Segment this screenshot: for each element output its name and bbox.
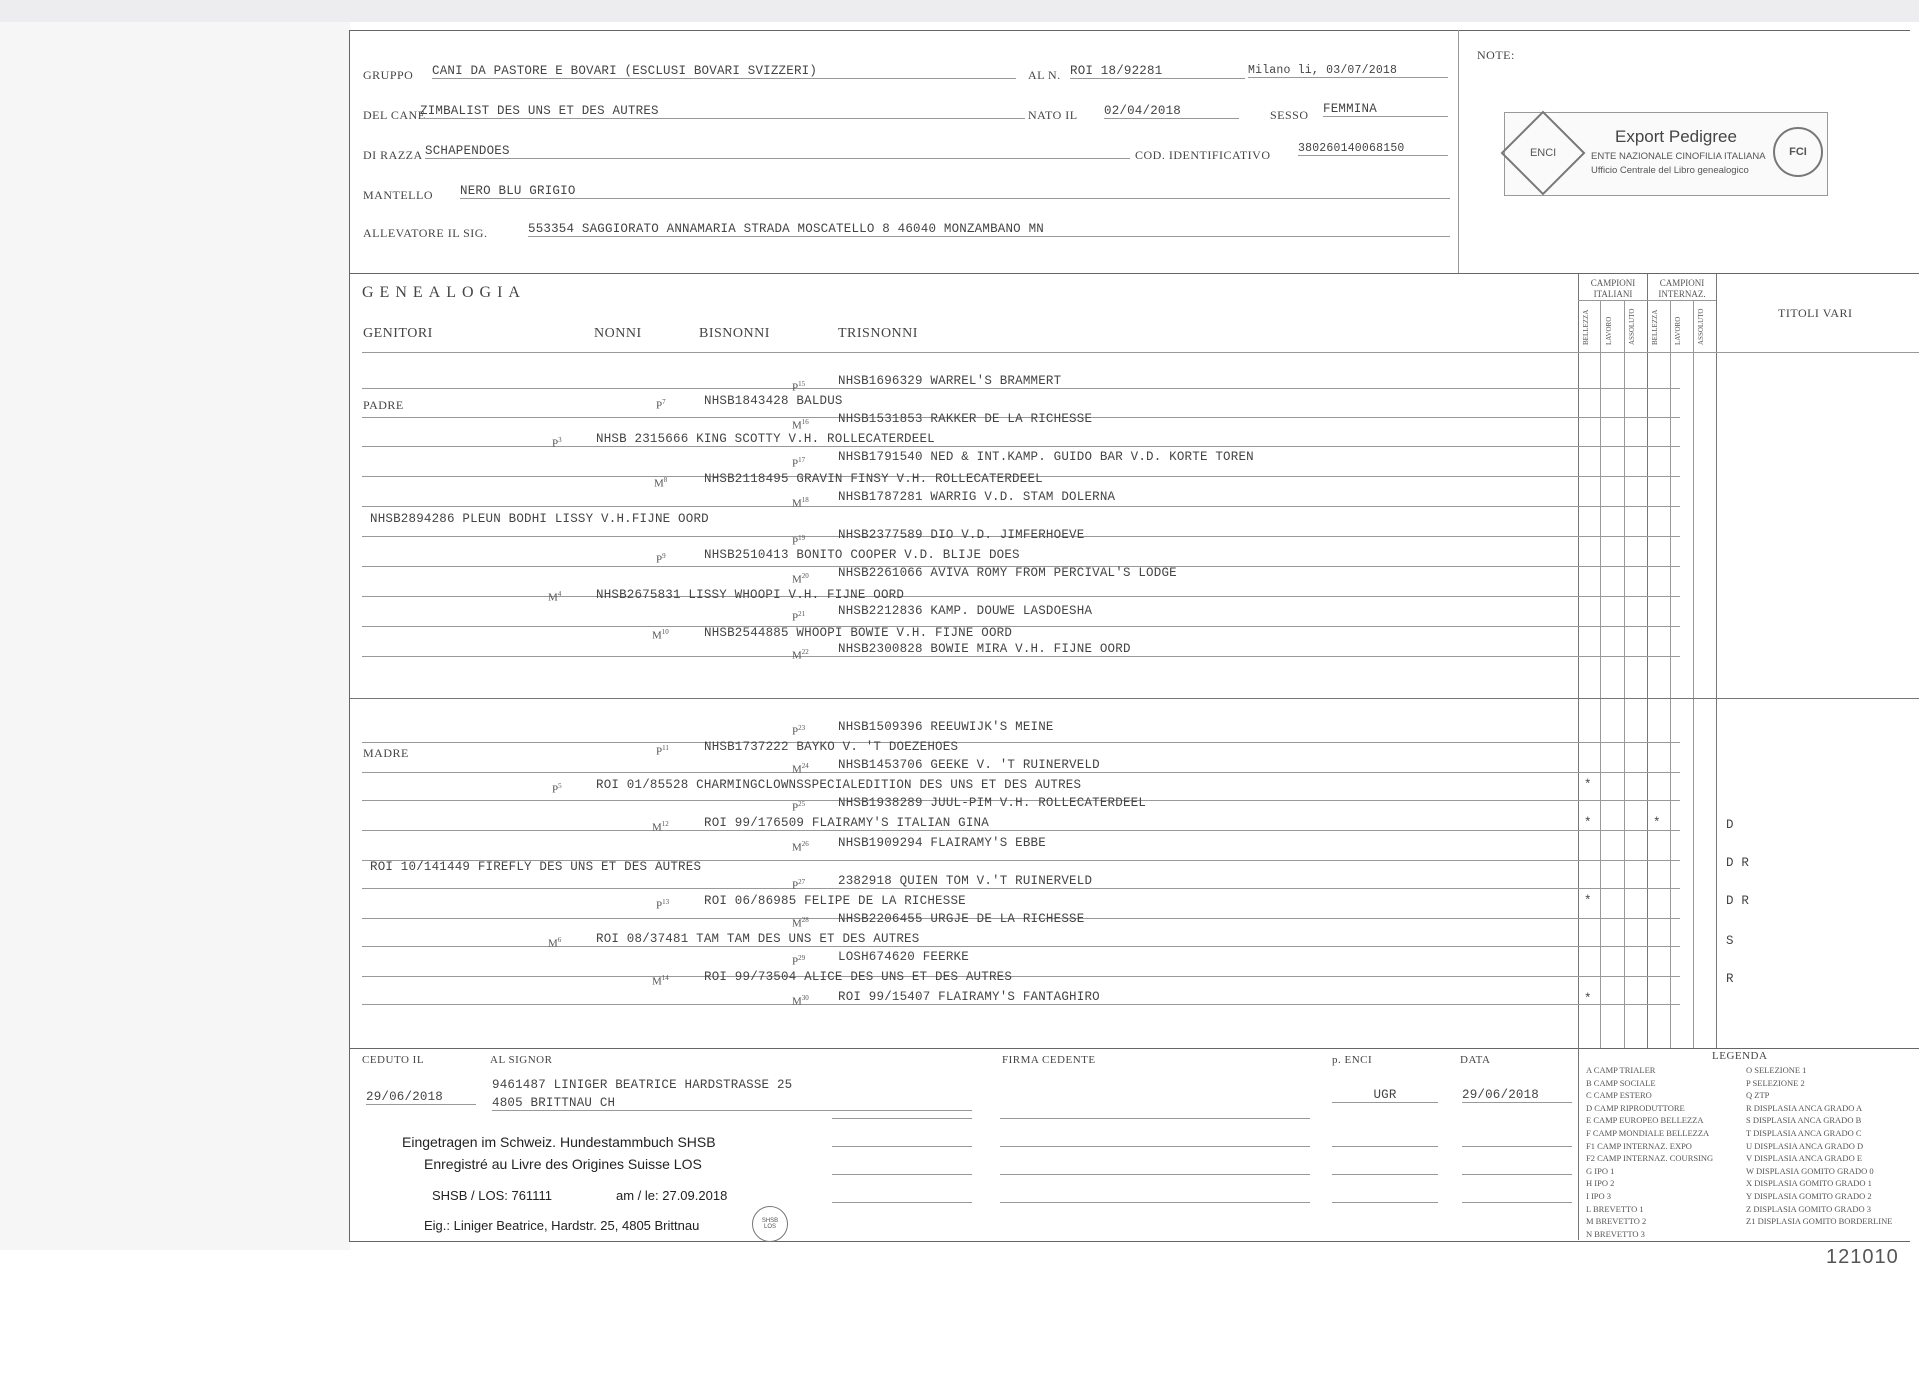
ancestor-name: NHSB2300828 BOWIE MIRA V.H. FIJNE OORD <box>838 642 1131 656</box>
allevatore-value: 553354 SAGGIORATO ANNAMARIA STRADA MOSCATELLO 8 46040 MONZAMBANO MN <box>528 222 1450 237</box>
shsb-stamp-line1: Eingetragen im Schweiz. Hundestammbuch SHSB <box>402 1134 716 1150</box>
ancestor-name: LOSH674620 FEERKE <box>838 950 969 964</box>
padre-label: PADRE <box>363 398 404 412</box>
col-nonni: NONNI <box>594 326 642 341</box>
champ-col-line-4 <box>1670 300 1671 1048</box>
legend-item: X DISPLASIA GOMITO GRADO 1 <box>1746 1178 1872 1189</box>
gruppo-value: CANI DA PASTORE E BOVARI (ESCLUSI BOVARI SVIZZERI) <box>432 64 1016 79</box>
ancestor-mark: $M^6$ <box>548 936 562 950</box>
campioni-italiani-label: CAMPIONI ITALIANI <box>1590 278 1636 299</box>
ancestor-name: NHSB1453706 GEEKE V. 'T RUINERVELD <box>838 758 1100 772</box>
ancestor-mark: $P^3$ <box>552 436 562 450</box>
ancestor-name: ROI 99/73504 ALICE DES UNS ET DES AUTRES <box>704 970 1013 984</box>
legend-item: U DISPLASIA ANCA GRADO D <box>1746 1140 1864 1151</box>
aln-label: AL N. <box>1028 68 1061 82</box>
footer-line <box>832 1146 972 1147</box>
cod-value: 380260140068150 <box>1298 142 1448 156</box>
nato-label: NATO IL <box>1028 108 1078 122</box>
ancestor-mark: $P^7$ <box>656 398 666 412</box>
genealogia-title: GENEALOGIA <box>362 284 526 301</box>
stamp-line1: ENTE NAZIONALE CINOFILIA ITALIANA <box>1591 151 1766 162</box>
legend-item: R DISPLASIA ANCA GRADO A <box>1746 1102 1863 1113</box>
legend-item: A CAMP TRIALER <box>1586 1065 1656 1075</box>
ancestor-name: NHSB1509396 REEUWIJK'S MEINE <box>838 720 1054 734</box>
legend-item: T DISPLASIA ANCA GRADO C <box>1746 1127 1862 1138</box>
allevatore-label: ALLEVATORE IL SIG. <box>363 226 488 240</box>
footer-line <box>1462 1202 1572 1203</box>
title-mark: * <box>1584 816 1592 830</box>
ancestor-name: ROI 06/86985 FELIPE DE LA RICHESSE <box>704 894 966 908</box>
legend-item: G IPO 1 <box>1586 1165 1615 1176</box>
legend-item: F2 CAMP INTERNAZ. COURSING <box>1586 1153 1714 1164</box>
ancestor-name: NHSB2544885 WHOOPI BOWIE V.H. FIJNE OORD <box>704 626 1013 640</box>
legend-item: Q ZTP <box>1746 1090 1770 1101</box>
legend-divider <box>1578 1048 1579 1240</box>
legend-item: V DISPLASIA ANCA GRADO E <box>1746 1153 1863 1164</box>
legend-left <box>1586 1064 1713 1240</box>
ancestor-mark: $P^{15}$ <box>792 380 806 394</box>
ancestor-mark: $M^{20}$ <box>792 572 809 586</box>
ancestor-name: 2382918 QUIEN TOM V.'T RUINERVELD <box>838 874 1093 888</box>
legend-item: D CAMP RIPRODUTTORE <box>1586 1102 1685 1113</box>
footer-line <box>1462 1146 1572 1147</box>
ancestor-name: ROI 99/15407 FLAIRAMY'S FANTAGHIRO <box>838 990 1100 1004</box>
ancestor-mark: $P^{19}$ <box>792 534 806 548</box>
row-line <box>362 626 1680 627</box>
sesso-label: SESSO <box>1270 108 1309 122</box>
ancestor-mark: $M^4$ <box>548 590 562 604</box>
shsb-stamp-owner: Eig.: Liniger Beatrice, Hardstr. 25, 4805 Brittnau <box>424 1218 700 1233</box>
genealogia-header-line <box>362 352 1580 353</box>
ancestor-name: NHSB1909294 FLAIRAMY'S EBBE <box>838 836 1046 850</box>
shsb-stamp-number: SHSB / LOS: 761111 <box>432 1188 552 1203</box>
ancestor-mark: $M^{12}$ <box>652 820 669 834</box>
legend-item: Z DISPLASIA GOMITO GRADO 3 <box>1746 1203 1871 1214</box>
footer-line <box>832 1174 972 1175</box>
genealogia-bottom-line <box>350 1048 1919 1049</box>
col-trisnonni: TRISNONNI <box>838 326 918 341</box>
ancestor-mark: $M^{14}$ <box>652 974 669 988</box>
export-pedigree-stamp <box>1504 112 1828 196</box>
sesso-value: FEMMINA <box>1323 102 1448 117</box>
footer-line <box>1000 1202 1310 1203</box>
header-bottom-line <box>350 273 1919 274</box>
champ-subheader-line <box>1578 352 1919 353</box>
signor-line2: 4805 BRITTNAU CH <box>492 1096 972 1111</box>
footer-line <box>1332 1146 1438 1147</box>
legend-item: E CAMP EUROPEO BELLEZZA <box>1586 1115 1704 1126</box>
legend-item: M BREVETTO 2 <box>1586 1216 1647 1227</box>
ancestor-name: NHSB1696329 WARREL'S BRAMMERT <box>838 374 1062 388</box>
row-line <box>362 772 1680 773</box>
madre-label: MADRE <box>363 746 409 760</box>
signor-label: AL SIGNOR <box>490 1054 553 1066</box>
header-divider-vertical <box>1458 30 1459 274</box>
title-mark: S <box>1726 934 1734 948</box>
razza-value: SCHAPENDOES <box>425 144 1130 159</box>
ancestor-name: NHSB1737222 BAYKO V. 'T DOEZEHOES <box>704 740 959 754</box>
row-line <box>362 888 1680 889</box>
place-date: Milano li, 03/07/2018 <box>1248 64 1448 78</box>
col-genitori: GENITORI <box>363 326 433 341</box>
ancestor-mark: $P^5$ <box>552 782 562 796</box>
ancestor-mark: $M^{26}$ <box>792 840 809 854</box>
champ-header-line <box>1578 300 1716 301</box>
shsb-registration-stamp <box>352 1124 830 1240</box>
legend-item: B CAMP SOCIALE <box>1586 1077 1656 1088</box>
ancestor-name: ROI 99/176509 FLAIRAMY'S ITALIAN GINA <box>704 816 989 830</box>
notes-label: NOTE: <box>1477 48 1515 62</box>
nato-value: 02/04/2018 <box>1104 104 1239 119</box>
row-line <box>362 1004 1680 1005</box>
row-line <box>362 830 1680 831</box>
enci-label: p. ENCI <box>1332 1054 1373 1066</box>
title-mark: * <box>1584 894 1592 908</box>
title-mark: D <box>1726 818 1734 832</box>
sub-col-4: LAVORO <box>1674 316 1682 345</box>
legend-item: H IPO 2 <box>1586 1178 1615 1189</box>
legend-item: C CAMP ESTERO <box>1586 1090 1652 1101</box>
sub-col-0: BELLEZZA <box>1582 309 1590 345</box>
ancestor-mark: $M^{22}$ <box>792 648 809 662</box>
page-shadow-top <box>0 0 1919 22</box>
ancestor-name: NHSB1787281 WARRIG V.D. STAM DOLERNA <box>838 490 1116 504</box>
cane-label: DEL CANE <box>363 108 426 122</box>
col-bisnonni: BISNONNI <box>699 326 770 341</box>
sub-col-3: BELLEZZA <box>1651 309 1659 345</box>
padre-name: NHSB2894286 PLEUN BODHI LISSY V.H.FIJNE OORD <box>370 512 709 526</box>
title-mark: D R <box>1726 856 1750 870</box>
ancestor-name: NHSB 2315666 KING SCOTTY V.H. ROLLECATERDEEL <box>596 432 935 446</box>
ancestor-name: NHSB2212836 KAMP. DOUWE LASDOESHA <box>838 604 1093 618</box>
legend-item: N BREVETTO 3 <box>1586 1228 1645 1239</box>
title-mark: * <box>1584 778 1592 792</box>
mantello-value: NERO BLU GRIGIO <box>460 184 1450 199</box>
signor-line1: 9461487 LINIGER BEATRICE HARDSTRASSE 25 <box>492 1078 793 1092</box>
shsb-stamp-date: am / le: 27.09.2018 <box>616 1188 728 1203</box>
footer-line <box>832 1202 972 1203</box>
shsb-stamp-line2: Enregistré au Livre des Origines Suisse LOS <box>424 1156 702 1172</box>
legend-item: W DISPLASIA GOMITO GRADO 0 <box>1746 1165 1874 1176</box>
title-mark: D R <box>1726 894 1750 908</box>
sub-col-2: ASSOLUTO <box>1628 308 1636 345</box>
footer-line <box>1332 1202 1438 1203</box>
fci-logo-text: FCI <box>1789 146 1807 158</box>
row-line <box>362 388 1680 389</box>
legend-item: Z1 DISPLASIA GOMITO BORDERLINE <box>1746 1216 1893 1227</box>
champ-col-line-3 <box>1647 274 1648 1048</box>
title-mark: * <box>1653 816 1661 830</box>
titoli-vari-label: TITOLI VARI <box>1778 306 1853 320</box>
row-line <box>362 976 1680 977</box>
ancestor-mark: $P^9$ <box>656 552 666 566</box>
row-line <box>362 506 1680 507</box>
data-value: 29/06/2018 <box>1462 1088 1572 1103</box>
legend-item: I IPO 3 <box>1586 1190 1612 1201</box>
champ-col-line-5 <box>1693 300 1694 1048</box>
pedigree-frame <box>349 30 1910 1242</box>
ceduto-value: 29/06/2018 <box>366 1090 476 1105</box>
ancestor-name: NHSB1791540 NED & INT.KAMP. GUIDO BAR V.D. KORTE TOREN <box>838 450 1254 464</box>
champ-col-line-1 <box>1600 300 1601 1048</box>
legend-item: O SELEZIONE 1 <box>1746 1065 1807 1075</box>
data-label: DATA <box>1460 1054 1491 1066</box>
ancestor-name: NHSB2377589 DIO V.D. JIMFERHOEVE <box>838 528 1085 542</box>
legend-item: S DISPLASIA ANCA GRADO B <box>1746 1115 1862 1126</box>
legend-item: F CAMP MONDIALE BELLEZZA <box>1586 1127 1710 1138</box>
ancestor-name: NHSB1843428 BALDUS <box>704 394 843 408</box>
legend-item: L BREVETTO 1 <box>1586 1203 1644 1214</box>
padre-madre-separator <box>350 698 1919 699</box>
footer-line <box>1332 1174 1438 1175</box>
ancestor-mark: $M^{18}$ <box>792 496 809 510</box>
ceduto-label: CEDUTO IL <box>362 1054 425 1066</box>
gruppo-label: GRUPPO <box>363 68 414 82</box>
cod-label: COD. IDENTIFICATIVO <box>1135 148 1271 162</box>
shsb-logo-text: SHSB LOS <box>761 1218 779 1230</box>
stamp-line2: Ufficio Centrale del Libro genealogico <box>1591 165 1749 176</box>
sub-col-5: ASSOLUTO <box>1697 308 1705 345</box>
row-line <box>362 742 1680 743</box>
razza-label: DI RAZZA <box>363 148 423 162</box>
ancestor-mark: $P^{11}$ <box>656 744 669 758</box>
ancestor-mark: $M^{30}$ <box>792 994 809 1008</box>
stamp-title: Export Pedigree <box>1615 127 1737 146</box>
title-mark: * <box>1584 992 1592 1006</box>
ancestor-name: ROI 08/37481 TAM TAM DES UNS ET DES AUTRES <box>596 932 920 946</box>
ancestor-mark: $M^{16}$ <box>792 418 809 432</box>
cane-value: ZIMBALIST DES UNS ET DES AUTRES <box>420 104 1025 119</box>
legend-title: LEGENDA <box>1712 1050 1768 1062</box>
enci-value: UGR <box>1332 1088 1438 1103</box>
fci-logo <box>1773 127 1823 177</box>
ancestor-name: NHSB2675831 LISSY WHOOPI V.H. FIJNE OORD <box>596 588 905 602</box>
title-mark: R <box>1726 972 1734 986</box>
ancestor-mark: $P^{23}$ <box>792 724 806 738</box>
ancestor-mark: $P^{17}$ <box>792 456 806 470</box>
ancestor-name: NHSB2118495 GRAVIN FINSY V.H. ROLLECATERDEEL <box>704 472 1043 486</box>
ancestor-mark: $P^{21}$ <box>792 610 806 624</box>
legend-right <box>1746 1064 1892 1228</box>
ancestor-mark: $P^{27}$ <box>792 878 806 892</box>
sub-col-1: LAVORO <box>1605 316 1613 345</box>
serial-number: 121010 <box>1826 1246 1899 1268</box>
ancestor-name: ROI 01/85528 CHARMINGCLOWNSSPECIALEDITION DES UNS ET DES AUTRES <box>596 778 1082 792</box>
footer-line <box>1000 1146 1310 1147</box>
ancestor-mark: $M^{24}$ <box>792 762 809 776</box>
firma-label: FIRMA CEDENTE <box>1002 1054 1096 1066</box>
ancestor-mark: $P^{29}$ <box>792 954 806 968</box>
ancestor-mark: $M^8$ <box>654 476 668 490</box>
page-shadow-left <box>0 0 350 1250</box>
ancestor-name: NHSB1531853 RAKKER DE LA RICHESSE <box>838 412 1093 426</box>
mantello-label: MANTELLO <box>363 188 433 202</box>
footer-line <box>1462 1174 1572 1175</box>
legend-item: Y DISPLASIA GOMITO GRADO 2 <box>1746 1190 1872 1201</box>
ancestor-name: NHSB2261066 AVIVA ROMY FROM PERCIVAL'S LODGE <box>838 566 1177 580</box>
ancestor-name: NHSB2510413 BONITO COOPER V.D. BLIJE DOES <box>704 548 1020 562</box>
ancestor-mark: $P^{25}$ <box>792 800 806 814</box>
champ-col-line-2 <box>1624 300 1625 1048</box>
ancestor-name: NHSB1938289 JUUL-PIM V.H. ROLLECATERDEEL <box>838 796 1147 810</box>
legend-item: F1 CAMP INTERNAZ. EXPO <box>1586 1140 1692 1151</box>
ancestor-name: NHSB2206455 URGJE DE LA RICHESSE <box>838 912 1085 926</box>
shsb-logo <box>752 1206 788 1242</box>
champ-col-line-0 <box>1578 274 1579 1048</box>
legend-item: P SELEZIONE 2 <box>1746 1077 1805 1088</box>
enci-logo-text: ENCI <box>1529 147 1557 159</box>
aln-value: ROI 18/92281 <box>1070 64 1245 79</box>
footer-line <box>1000 1174 1310 1175</box>
madre-name: ROI 10/141449 FIREFLY DES UNS ET DES AUTRES <box>370 860 702 874</box>
row-line <box>362 656 1680 657</box>
champ-col-line-6 <box>1716 274 1717 1048</box>
ancestor-mark: $P^{13}$ <box>656 898 670 912</box>
enci-logo <box>1501 111 1586 196</box>
campioni-internaz-label: CAMPIONI INTERNAZ. <box>1658 278 1706 299</box>
ancestor-mark: $M^{10}$ <box>652 628 669 642</box>
footer-line <box>1000 1118 1310 1119</box>
footer-line <box>832 1118 972 1119</box>
ancestor-mark: $M^{28}$ <box>792 916 809 930</box>
